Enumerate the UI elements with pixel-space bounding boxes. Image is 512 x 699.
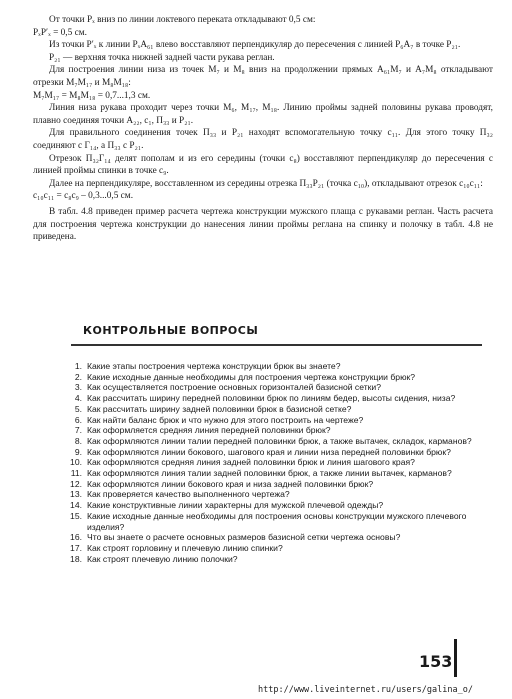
question-number: 14.: [70, 500, 82, 511]
question-number: 10.: [70, 457, 82, 468]
question-text: Как осуществляется построение основных горизонталей базисной сетки?: [87, 382, 381, 393]
section-title: КОНТРОЛЬНЫЕ ВОПРОСЫ: [83, 324, 259, 337]
question-item: [65, 489, 495, 500]
watermark-url: http://www.liveinternet.ru/users/galina_o/: [258, 685, 473, 695]
question-number: 8.: [74, 435, 82, 446]
question-number: 11.: [70, 468, 82, 479]
question-item: [65, 425, 495, 436]
question-number: 13.: [70, 489, 82, 500]
paragraph-table-reference: В табл. 4.8 приведен пример расчета чертежа конструкции мужского плаща с рукавами реглан. Часть расчета для построения чертежа конструкции до нанесения линии проймы реглана на спинку и полочку в табл. 4.8 не приведена.: [33, 206, 493, 243]
question-item: [65, 393, 495, 404]
question-text: Как оформляются средняя линия задней половинки брюк и линия шагового края?: [87, 457, 415, 468]
question-item: [65, 457, 495, 468]
question-number: 3.: [74, 382, 82, 393]
formula: c₁₀c₁₁ = c₈c₉ – 0,3...0,5 см.: [33, 191, 134, 202]
question-number: 16.: [70, 532, 82, 543]
question-text: Какие исходные данные необходимы для построения основы конструкции мужского плечевого изделия?: [87, 510, 467, 532]
question-item: [65, 404, 495, 415]
question-text: Как строят плечевую линию полочки?: [87, 553, 238, 564]
question-text: Как оформляется средняя линия передней половинки брюк?: [87, 425, 331, 436]
paragraph: Для правильного соединения точек П₃₃ и P₂₁ находят вспомогательную точку c₁₁. Для этого точку П₃₂ соединяют с Г₁₄, а П₃₃ с P₂₁.: [33, 128, 493, 151]
formula: PₓP′ₓ = 0,5 см.: [33, 27, 87, 38]
question-text: Как оформляются линии талии передней половинки брюк, а также вытачек, складок, карманов?: [87, 435, 472, 446]
question-text: Как оформляются линии бокового края и низа задней половинки брюк?: [87, 478, 374, 489]
question-number: 7.: [74, 425, 82, 436]
page-number-bar: [454, 639, 457, 677]
question-item: [65, 361, 495, 372]
question-text: Как строят горловину и плечевую линию спинки?: [87, 542, 283, 553]
question-text: Как оформляются линии бокового, шагового края и линии низа передней половинки брюк?: [87, 446, 451, 457]
question-text: Какие этапы построения чертежа конструкции брюк вы знаете?: [87, 361, 341, 371]
questions-list: [65, 361, 495, 564]
question-item: [65, 382, 495, 393]
paragraph: Линия низа рукава проходит через точки M₆, M₁₇, M₁₈. Линию проймы задней половины рукава проводят, плавно соединяя точки A₂₂, c₁, П₃₃ и P₂₁.: [33, 103, 493, 126]
paragraph: Далее на перпендикуляре, восставленном из середины отрезка П₃₃P₂₁ (точка c₁₀), откладывают отрезок c₁₀c₁₁:: [49, 178, 483, 189]
question-number: 4.: [74, 393, 82, 404]
question-number: 1.: [74, 361, 82, 371]
question-text: Как рассчитать ширину передней половинки брюк по линиям бедер, высоты сидения, низа?: [87, 393, 456, 404]
question-item: [65, 447, 495, 458]
question-text: Как рассчитать ширину задней половинки брюк в базисной сетке?: [87, 403, 352, 414]
question-text: Какие конструктивные линии характерны для мужской плечевой одежды?: [87, 500, 384, 511]
question-text: Какие исходные данные необходимы для построения чертежа конструкции брюк?: [87, 371, 416, 382]
body-text: [33, 14, 493, 244]
question-item: [65, 436, 495, 447]
question-text: Как найти баланс брюк и что нужно для этого построить на чертеже?: [87, 414, 364, 425]
paragraph: Для построения линии низа из точек M₇ и M₈ вниз на продолжении прямых A₆₁M₇ и A₇M₈ откладывают отрезки M₇M₁₇ и M₈M₁₈:: [33, 65, 493, 88]
question-item: [65, 554, 495, 565]
formula: M₇M₁₇ = M₈M₁₈ = 0,7...1,3 см.: [33, 90, 151, 101]
question-item: [65, 415, 495, 426]
question-text: Как проверяется качество выполненного чертежа?: [87, 489, 290, 500]
question-item: [65, 500, 495, 511]
question-number: 6.: [74, 414, 82, 425]
question-number: 17.: [70, 542, 82, 553]
question-item: [65, 479, 495, 490]
page-number: 153: [419, 652, 453, 671]
question-item: [65, 372, 495, 383]
question-text: Что вы знаете о расчете основных размеров базисной сетки чертежа основы?: [87, 532, 401, 543]
paragraph: От точки Pₓ вниз по линии локтевого переката откладывают 0,5 см:: [49, 15, 316, 25]
question-number: 12.: [70, 478, 82, 489]
section-divider: [71, 344, 482, 346]
question-text: Как оформляются линия талии задней половинки брюк, а также линии вытачек, карманов?: [87, 468, 452, 479]
question-number: 9.: [74, 446, 82, 457]
paragraph: P₂₁ — верхняя точка нижней задней части рукава реглан.: [49, 52, 275, 63]
question-number: 5.: [74, 403, 82, 414]
question-number: 2.: [74, 371, 82, 382]
question-number: 18.: [70, 553, 82, 564]
question-item: [65, 532, 495, 543]
question-number: 15.: [70, 510, 82, 521]
paragraph: Отрезок П₃₂Г₁₄ делят пополам и из его середины (точки c₈) восставляют перпендикуляр до пересечения с линией проймы спинки в точке c₉.: [33, 153, 493, 177]
question-item: [65, 468, 495, 479]
question-item: [65, 543, 495, 554]
paragraph: Из точки P′ₓ к линии PₓA₆₁ влево восставляют перпендикуляр до пересечения с линией P₆A₇ в точке P₂₁.: [49, 40, 461, 51]
question-item: [65, 511, 495, 532]
